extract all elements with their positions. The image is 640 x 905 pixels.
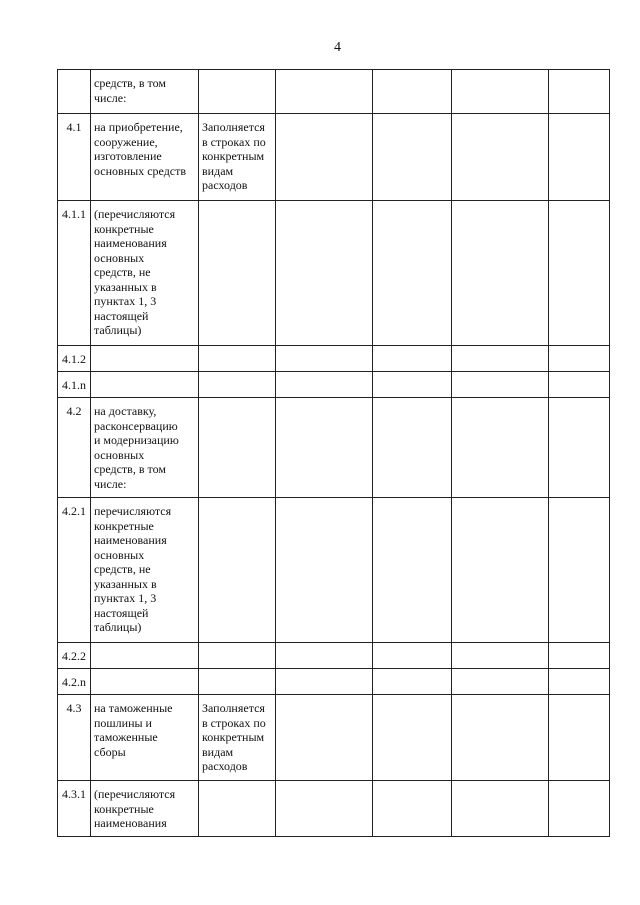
empty-cell: [373, 70, 452, 114]
empty-cell: [276, 114, 373, 201]
table-row: [58, 70, 610, 114]
row-number: 4.2.1: [58, 498, 91, 643]
row-name: на доставку, расконсервацию и модернизацию основных средств, в том числе:: [91, 398, 199, 498]
empty-cell: [373, 372, 452, 398]
empty-cell: [549, 398, 610, 498]
row-note: Заполняется в строках по конкретным видам расходов: [199, 114, 276, 201]
empty-cell: [549, 70, 610, 114]
row-name: перечисляются конкретные наименования основных средств, не указанных в пунктах 1, 3 настоящей таблицы): [91, 498, 199, 643]
row-name: средств, в том числе:: [91, 70, 199, 114]
empty-cell: [373, 498, 452, 643]
row-note: [199, 781, 276, 837]
row-number: 4.1.1: [58, 201, 91, 346]
empty-cell: [549, 201, 610, 346]
row-note: [199, 346, 276, 372]
row-number: 4.3.1: [58, 781, 91, 837]
table-row: [58, 781, 610, 837]
empty-cell: [549, 346, 610, 372]
empty-cell: [549, 781, 610, 837]
table-row: [58, 398, 610, 498]
table-row: [58, 114, 610, 201]
row-number: [58, 70, 91, 114]
empty-cell: [276, 781, 373, 837]
empty-cell: [452, 669, 549, 695]
row-note: [199, 643, 276, 669]
empty-cell: [373, 398, 452, 498]
empty-cell: [276, 201, 373, 346]
empty-cell: [373, 669, 452, 695]
row-note: [199, 398, 276, 498]
empty-cell: [549, 695, 610, 781]
empty-cell: [276, 70, 373, 114]
row-name: [91, 669, 199, 695]
empty-cell: [452, 398, 549, 498]
row-number: 4.1: [58, 114, 91, 201]
empty-cell: [373, 643, 452, 669]
table-row: [58, 669, 610, 695]
row-number: 4.1.n: [58, 372, 91, 398]
empty-cell: [276, 346, 373, 372]
row-name: [91, 643, 199, 669]
empty-cell: [276, 398, 373, 498]
empty-cell: [549, 498, 610, 643]
row-number: 4.2.n: [58, 669, 91, 695]
expense-table: [57, 69, 610, 837]
empty-cell: [373, 695, 452, 781]
empty-cell: [452, 498, 549, 643]
empty-cell: [452, 201, 549, 346]
row-note: [199, 669, 276, 695]
empty-cell: [452, 114, 549, 201]
table-row: [58, 643, 610, 669]
empty-cell: [452, 346, 549, 372]
empty-cell: [452, 695, 549, 781]
table-row: [58, 695, 610, 781]
empty-cell: [276, 498, 373, 643]
empty-cell: [452, 781, 549, 837]
row-number: 4.2.2: [58, 643, 91, 669]
empty-cell: [373, 114, 452, 201]
page-number: 4: [334, 40, 341, 55]
empty-cell: [276, 695, 373, 781]
row-name: [91, 346, 199, 372]
row-name: на таможенные пошлины и таможенные сборы: [91, 695, 199, 781]
empty-cell: [452, 70, 549, 114]
empty-cell: [276, 372, 373, 398]
row-name: (перечисляются конкретные наименования основных средств, не указанных в пунктах 1, 3 настоящей таблицы): [91, 201, 199, 346]
empty-cell: [373, 346, 452, 372]
row-number: 4.1.2: [58, 346, 91, 372]
row-note: [199, 372, 276, 398]
row-name: [91, 372, 199, 398]
row-note: Заполняется в строках по конкретным видам расходов: [199, 695, 276, 781]
empty-cell: [276, 669, 373, 695]
row-note: [199, 201, 276, 346]
row-note: [199, 498, 276, 643]
empty-cell: [549, 372, 610, 398]
row-number: 4.3: [58, 695, 91, 781]
empty-cell: [373, 201, 452, 346]
row-name: (перечисляются конкретные наименования: [91, 781, 199, 837]
row-note: [199, 70, 276, 114]
table-row: [58, 346, 610, 372]
table-row: [58, 372, 610, 398]
row-number: 4.2: [58, 398, 91, 498]
empty-cell: [549, 114, 610, 201]
empty-cell: [373, 781, 452, 837]
table-row: [58, 498, 610, 643]
empty-cell: [276, 643, 373, 669]
row-name: на приобретение, сооружение, изготовление основных средств: [91, 114, 199, 201]
empty-cell: [452, 643, 549, 669]
empty-cell: [452, 372, 549, 398]
table-row: [58, 201, 610, 346]
empty-cell: [549, 669, 610, 695]
empty-cell: [549, 643, 610, 669]
